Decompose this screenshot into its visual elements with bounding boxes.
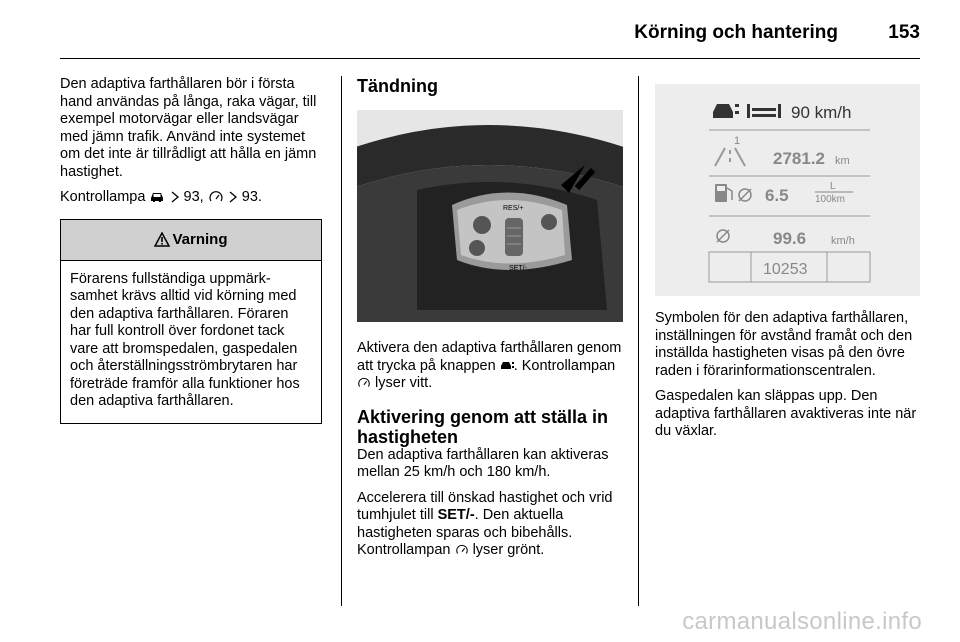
section-heading: Tändning bbox=[357, 76, 438, 96]
average-speed-unit: km/h bbox=[831, 235, 855, 247]
watermark: carmanualsonline.info bbox=[682, 608, 922, 635]
warning-header bbox=[61, 220, 321, 261]
set-label: SET/- bbox=[509, 265, 527, 272]
fuel-consumption-value: 6.5 bbox=[765, 186, 789, 205]
steering-wheel-illustration bbox=[357, 110, 623, 322]
page-reference-icon bbox=[170, 191, 180, 203]
column-1 bbox=[60, 76, 322, 424]
accelerator-paragraph: Gaspedalen kan släppas upp. Den adaptiva farthållaren avaktiveras inte när du växlar. bbox=[655, 388, 917, 439]
column-divider-left bbox=[341, 76, 342, 606]
steering-wheel-figure bbox=[357, 110, 623, 322]
page-number: 153 bbox=[888, 22, 920, 43]
set-speed-value: 90 km/h bbox=[791, 103, 852, 122]
speed-range-paragraph: Den adaptiva farthållaren kan aktiveras mellan 25 km/h och 180 km/h. bbox=[357, 446, 609, 480]
cruise-control-button bbox=[541, 214, 557, 230]
car-icon bbox=[149, 191, 165, 203]
cruise-control-icon bbox=[455, 544, 469, 556]
fuel-unit-top: L bbox=[830, 181, 836, 192]
control-lamp-line: Kontrollampa 93, 93. bbox=[60, 189, 262, 205]
set-speed-paragraph: Accelerera till önskad hastighet och vrid tumhjulet till SET/-. Den aktuella hastigheten sparas och bibehålls. Kontrollampan lyser grönt. bbox=[357, 489, 613, 558]
page-reference-icon bbox=[228, 191, 238, 203]
page-title: Körning och hantering bbox=[634, 22, 838, 43]
thumb-wheel bbox=[505, 218, 523, 256]
cancel-button bbox=[469, 240, 485, 256]
trip-index: 1 bbox=[734, 135, 741, 147]
page-header bbox=[60, 18, 920, 58]
column-2 bbox=[357, 76, 623, 568]
activate-paragraph: Aktivera den adaptiva farthållaren genom att trycka på knappen . Kontrollampan lyser vitt. bbox=[357, 340, 622, 391]
average-speed-value: 99.6 bbox=[773, 229, 807, 248]
trip-distance: 2781.2 bbox=[773, 149, 825, 168]
distance-button bbox=[473, 216, 491, 234]
trip-unit: km bbox=[835, 155, 850, 167]
adaptive-cruise-icon bbox=[500, 360, 514, 372]
header-divider bbox=[60, 58, 920, 59]
cruise-control-icon bbox=[208, 191, 224, 203]
warning-box bbox=[60, 219, 322, 424]
column-divider-right bbox=[638, 76, 639, 606]
res-label: RES/+ bbox=[503, 205, 524, 212]
fuel-unit-bottom: 100km bbox=[815, 194, 846, 205]
intro-paragraph: Den adaptiva farthållaren bör i första hand användas på långa, raka vägar, till exempel motorvägar eller landsvägar med jämn trafik. Använd inte systemet om det inte är tillrådligt att hålla en jämn hastighet. bbox=[60, 76, 317, 180]
subsection-heading: Aktivering genom att ställa in hastigheten bbox=[357, 406, 609, 447]
cruise-control-icon bbox=[357, 377, 371, 389]
warning-text: Förarens fullständiga uppmärksamhet krävs alltid vid körning med den adaptiva farthållaren. Föraren har full kontroll över fordonet tack vare att bromspedalen, gaspedalen och återställningsströmbrytaren har företräde framför alla funktioner hos den adaptiva farthållaren. bbox=[70, 270, 300, 409]
warning-triangle-icon bbox=[154, 232, 170, 247]
driver-info-display bbox=[655, 84, 920, 296]
warning-title: Varning bbox=[172, 230, 228, 248]
display-paragraph: Symbolen för den adaptiva farthållaren, inställningen för avstånd framåt och den inställda hastigheten visas på den övre raden i förarinformationscentralen. bbox=[655, 310, 913, 379]
odometer-value: 10253 bbox=[763, 261, 808, 278]
column-3 bbox=[655, 76, 920, 449]
